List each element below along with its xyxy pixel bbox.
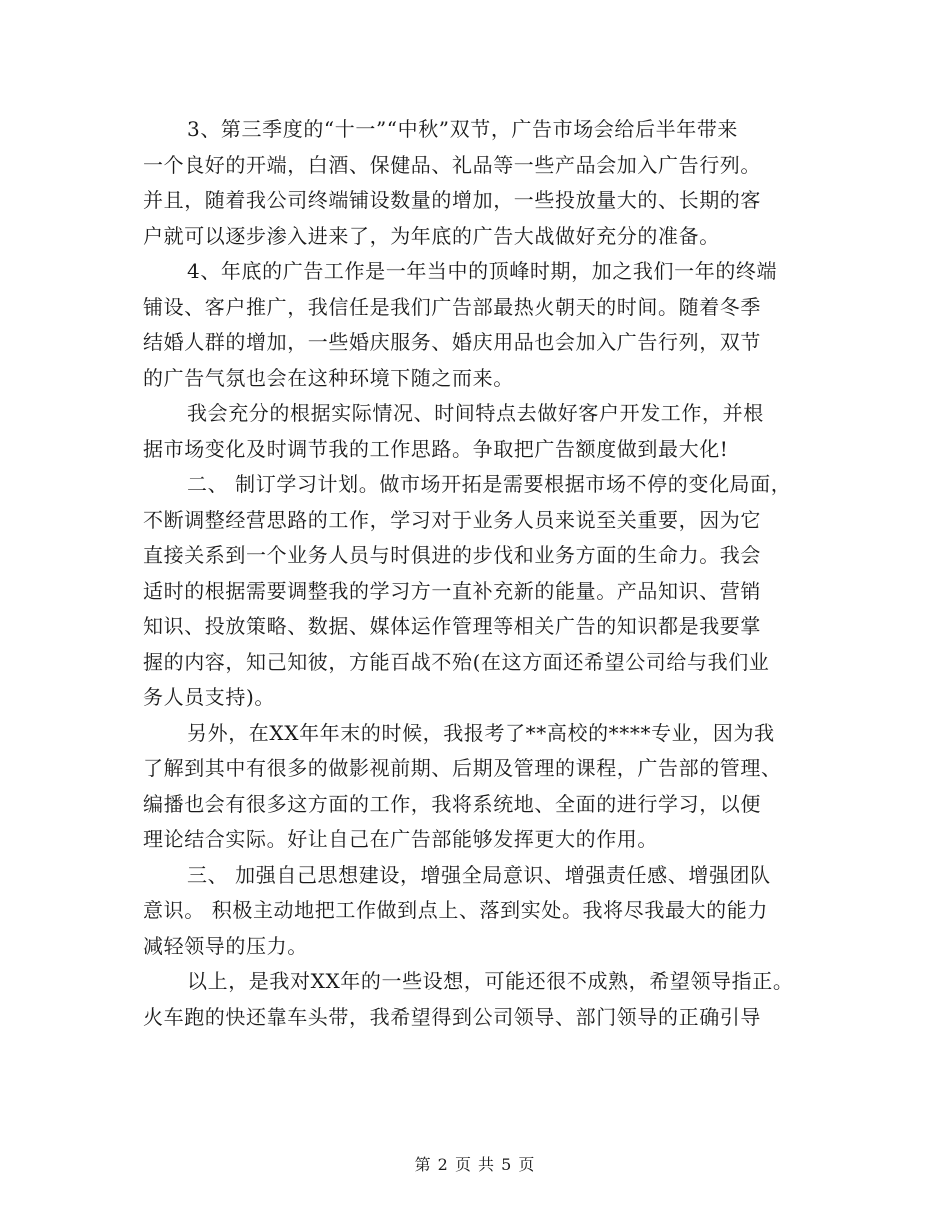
text-line: 编播也会有很多这方面的工作，我将系统地、全面的进行学习，以便: [143, 791, 761, 816]
text-line: 一个良好的开端，白酒、保健品、礼品等一些产品会加入广告行列。: [143, 152, 761, 177]
text-line: 不断调整经营思路的工作，学习对于业务人员来说至关重要，因为它: [143, 507, 761, 532]
text-line: 务人员支持)。: [143, 685, 276, 709]
text-line: 3、第三季度的“十一”“中秋”双节，广告市场会给后半年带来: [187, 117, 739, 141]
text-line: 以上，是我对XX年的一些设想，可能还很不成熟，希望领导指正。: [187, 969, 794, 993]
text-line: 另外，在XX年年末的时候，我报考了**高校的****专业，因为我: [187, 720, 775, 745]
text-line: 二、 制订学习计划。做市场开拓是需要根据市场不停的变化局面，: [187, 472, 792, 496]
text-line: 减轻领导的压力。: [143, 933, 308, 958]
text-line: 了解到其中有很多的做影视前期、后期及管理的课程，广告部的管理、: [143, 756, 782, 780]
text-line: 火车跑的快还靠车头带，我希望得到公司领导、部门领导的正确引导: [143, 1004, 761, 1029]
document-body: [143, 112, 811, 1035]
text-line: 户就可以逐步渗入进来了，为年底的广告大战做好充分的准备。: [143, 223, 720, 248]
text-line: 适时的根据需要调整我的学习方一直补充新的能量。产品知识、营销: [143, 578, 761, 603]
text-line: 知识、投放策略、数据、媒体运作管理等相关广告的知识都是我要掌: [143, 614, 761, 638]
text-line: 铺设、客户推广，我信任是我们广告部最热火朝天的时间。随着冬季: [143, 294, 761, 319]
text-line: 结婚人群的增加，一些婚庆服务、婚庆用品也会加入广告行列，双节: [143, 330, 761, 354]
text-line: 的广告气氛也会在这种环境下随之而来。: [143, 365, 514, 390]
text-line: 意识。 积极主动地把工作做到点上、落到实处。我将尽我最大的能力: [143, 898, 768, 922]
text-line: 握的内容，知己知彼，方能百战不殆(在这方面还希望公司给与我们业: [143, 649, 770, 674]
text-line: 4、年底的广告工作是一年当中的顶峰时期，加之我们一年的终端: [187, 259, 778, 283]
text-line: 并且，随着我公司终端铺设数量的增加，一些投放量大的、长期的客: [143, 188, 761, 212]
text-line: 理论结合实际。好让自己在广告部能够发挥更大的作用。: [143, 827, 658, 851]
text-line: 三、 加强自己思想建设，增强全局意识、增强责任感、增强团队: [187, 862, 771, 887]
text-line: 我会充分的根据实际情况、时间特点去做好客户开发工作，并根: [187, 401, 764, 425]
page-number-footer: 第 2 页 共 5 页: [414, 1155, 536, 1174]
text-line: 直接关系到一个业务人员与时俱进的步伐和业务方面的生命力。我会: [143, 543, 761, 567]
text-line: 据市场变化及时调节我的工作思路。争取把广告额度做到最大化!: [143, 436, 729, 461]
